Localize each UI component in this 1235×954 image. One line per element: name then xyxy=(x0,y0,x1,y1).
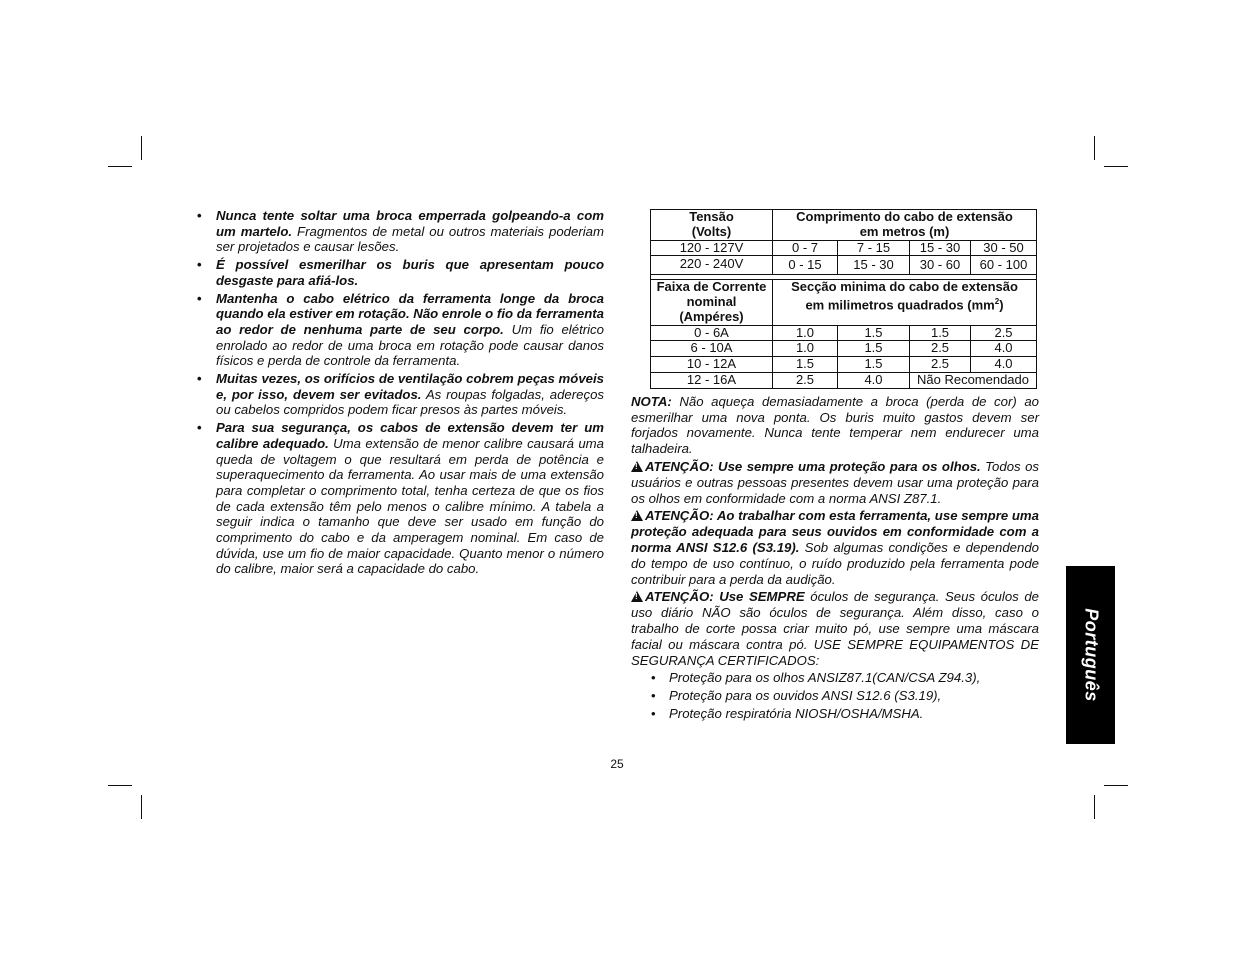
table-row xyxy=(651,240,1037,256)
header-text: ) xyxy=(999,297,1004,313)
header-text: em metros (m) xyxy=(859,223,950,239)
warning-triangle-icon: ! xyxy=(631,461,643,472)
warning-bold-text: ATENÇÃO: Use SEMPRE xyxy=(645,589,805,605)
crop-mark xyxy=(141,136,142,160)
table-cell: 1.5 xyxy=(773,357,838,373)
table-cell: 220 - 240V xyxy=(651,256,773,275)
header-text: Tensão xyxy=(689,209,734,224)
table-header-row xyxy=(651,210,1037,241)
item-bold-text: Mantenha o cabo elétrico da ferramenta longe da broca quando ela estiver em rotação. Não enrole o fio da ferramenta ao redor de nenhuma parte de seu corpo. xyxy=(216,290,604,337)
warning-glasses-paragraph xyxy=(631,589,1039,668)
note-text: Não aqueça demasiadamente a broca (perda de cor) ao esmerilhar uma nova ponta. Os buris muito gastos devem ser forjados novamente. Nunca tente temperar nem endurecer uma talhadeira. xyxy=(631,393,1039,457)
equipment-list xyxy=(631,670,1039,721)
table-cell: 1.0 xyxy=(773,341,838,357)
table-cell: 30 - 60 xyxy=(910,256,971,275)
header-voltage xyxy=(651,210,773,241)
item-text: Um fio elétrico enrolado ao redor de uma broca em rotação pode causar danos físicos e perda de controle da ferramenta. xyxy=(216,321,604,369)
list-item xyxy=(631,706,1039,722)
language-tab-label: Português xyxy=(1081,608,1101,702)
extension-cord-table xyxy=(650,209,1037,389)
warning-text: Todos os usuários e outras pessoas presentes devem usar uma proteção para os olhos em conformidade com a norma ANSI Z87.1. xyxy=(631,458,1039,506)
warning-triangle-icon: ! xyxy=(631,591,643,602)
table-row xyxy=(651,325,1037,341)
bullet: • xyxy=(651,705,656,721)
crop-mark xyxy=(1094,795,1095,819)
table-cell: 1.5 xyxy=(838,357,910,373)
table-cell: 15 - 30 xyxy=(910,240,971,256)
table-cell: 15 - 30 xyxy=(838,256,910,275)
item-bold-text: É possível esmerilhar os buris que apresentam pouco desgaste para afiá-los. xyxy=(216,257,604,288)
table-cell: 120 - 127V xyxy=(651,240,773,256)
table-row xyxy=(651,341,1037,357)
header-text: (Volts) xyxy=(691,223,732,239)
warning-triangle-icon: ! xyxy=(631,510,643,521)
table-row xyxy=(651,256,1037,275)
table-cell: 1.5 xyxy=(910,325,971,341)
table-cell: 2.5 xyxy=(773,372,838,388)
list-item-text: Proteção respiratória NIOSH/OSHA/MSHA. xyxy=(669,705,924,721)
table-cell: 6 - 10A xyxy=(651,341,773,357)
table-row xyxy=(651,372,1037,388)
list-item xyxy=(631,688,1039,704)
table-cell: 7 - 15 xyxy=(838,240,910,256)
header-length xyxy=(773,210,1037,241)
table-cell: 1.0 xyxy=(773,325,838,341)
table-header-row xyxy=(651,280,1037,325)
bullet: • xyxy=(197,208,202,223)
table-cell: 4.0 xyxy=(838,372,910,388)
warning-text: óculos de segurança. Seus óculos de uso diário NÃO são óculos de segurança. Além disso, caso o trabalho de corte possa criar muito pó, use sempre uma máscara facial ou máscara contra pó. USE SEMPRE EQUIPAMENTOS DE SEGURANÇA CERTIFICADOS: xyxy=(631,589,1039,668)
header-text: Faixa de Corrente xyxy=(656,279,767,295)
crop-mark xyxy=(108,785,132,786)
bullet: • xyxy=(651,670,656,686)
table-cell: 0 - 15 xyxy=(773,256,838,275)
superscript: 2 xyxy=(994,296,1000,306)
crop-mark xyxy=(1094,136,1095,160)
warning-text: Sob algumas condições e dependendo do tempo de uso contínuo, o ruído produzido pela ferramenta pode contribuir para a perda da audição. xyxy=(631,539,1039,587)
left-column xyxy=(196,208,604,579)
table-cell: 2.5 xyxy=(910,357,971,373)
item-bold-text: Nunca tente soltar uma broca emperrada golpeando-a com um martelo. xyxy=(216,208,604,239)
list-item xyxy=(196,371,604,418)
item-bold-text: Para sua segurança, os cabos de extensão devem ter um calibre adequado. xyxy=(216,420,604,451)
warning-bold-text: ATENÇÃO: Use sempre uma proteção para os olhos. xyxy=(645,458,981,474)
safety-list xyxy=(196,208,604,577)
item-text: As roupas folgadas, adereços ou cabelos compridos podem ficar presos às partes móveis. xyxy=(216,386,604,418)
item-text: Uma extensão de menor calibre causará uma queda de voltagem o que resultará em perda de potência e superaquecimento da ferramenta. Ao usar mais de uma extensão para completar o comprimento total, tenha certeza de que os fios de cada extensão têm pelo menos o calibre mínimo. A tabela a seguir indica o tamanho que deve ser usado em função do comprimento do cabo e da amperagem nominal. Em caso de dúvida, use um fio de maior capacidade. Quanto menor o número do calibre, maior será a capacidade do cabo. xyxy=(216,435,604,577)
crop-mark xyxy=(1104,166,1128,167)
table-cell: 2.5 xyxy=(971,325,1037,341)
table-cell: 10 - 12A xyxy=(651,357,773,373)
table-cell: 12 - 16A xyxy=(651,372,773,388)
list-item xyxy=(196,257,604,288)
bullet: • xyxy=(197,290,202,306)
item-text: Fragmentos de metal ou outros materiais poderiam ser projetados e causar lesões. xyxy=(216,223,604,255)
bullet: • xyxy=(197,257,202,273)
table-row xyxy=(651,357,1037,373)
list-item-text: Proteção para os olhos ANSIZ87.1(CAN/CSA Z94.3), xyxy=(669,670,981,686)
crop-mark xyxy=(141,795,142,819)
table-cell: 4.0 xyxy=(971,341,1037,357)
list-item xyxy=(196,208,604,255)
table-cell: 0 - 6A xyxy=(651,325,773,341)
table-cell: 1.5 xyxy=(838,325,910,341)
list-item xyxy=(196,420,604,577)
header-text: Comprimento do cabo de extensão xyxy=(796,209,1013,224)
bullet: • xyxy=(651,688,656,704)
note-label: NOTA: xyxy=(631,393,672,409)
crop-mark xyxy=(108,166,132,167)
table-cell: 4.0 xyxy=(971,357,1037,373)
bullet: • xyxy=(197,420,202,436)
header-text: Secção minima do cabo de extensão xyxy=(791,279,1018,295)
list-item xyxy=(196,291,604,370)
header-section xyxy=(773,280,1037,325)
header-current xyxy=(651,280,773,325)
crop-mark xyxy=(1104,785,1128,786)
table-cell: Não Recomendado xyxy=(910,372,1037,388)
page-number: 25 xyxy=(610,757,624,771)
header-text: em milimetros quadrados (mm xyxy=(805,297,995,313)
right-column xyxy=(631,209,1039,724)
table-cell: 1.5 xyxy=(838,341,910,357)
bullet: • xyxy=(197,371,202,387)
item-bold-text: Muitas vezes, os orifícios de ventilação cobrem peças móveis e, por isso, devem ser evitados. xyxy=(216,371,604,402)
table-cell: 60 - 100 xyxy=(971,256,1037,275)
note-paragraph xyxy=(631,394,1039,457)
language-tab xyxy=(1066,566,1115,744)
warning-bold-text: ATENÇÃO: Ao trabalhar com esta ferramenta, use sempre uma proteção adequada para seus ouvidos em conformidade com a norma ANSI S12.6 (S3.19). xyxy=(631,508,1039,555)
list-item xyxy=(631,670,1039,686)
table-cell: 2.5 xyxy=(910,341,971,357)
header-text: nominal xyxy=(686,293,737,309)
table-cell: 0 - 7 xyxy=(773,240,838,256)
warning-eyes-paragraph xyxy=(631,459,1039,506)
header-text: (Ampéres) xyxy=(679,308,744,324)
list-item-text: Proteção para os ouvidos ANSI S12.6 (S3.19), xyxy=(669,688,942,704)
warning-hearing-paragraph xyxy=(631,508,1039,587)
table-cell: 30 - 50 xyxy=(971,240,1037,256)
